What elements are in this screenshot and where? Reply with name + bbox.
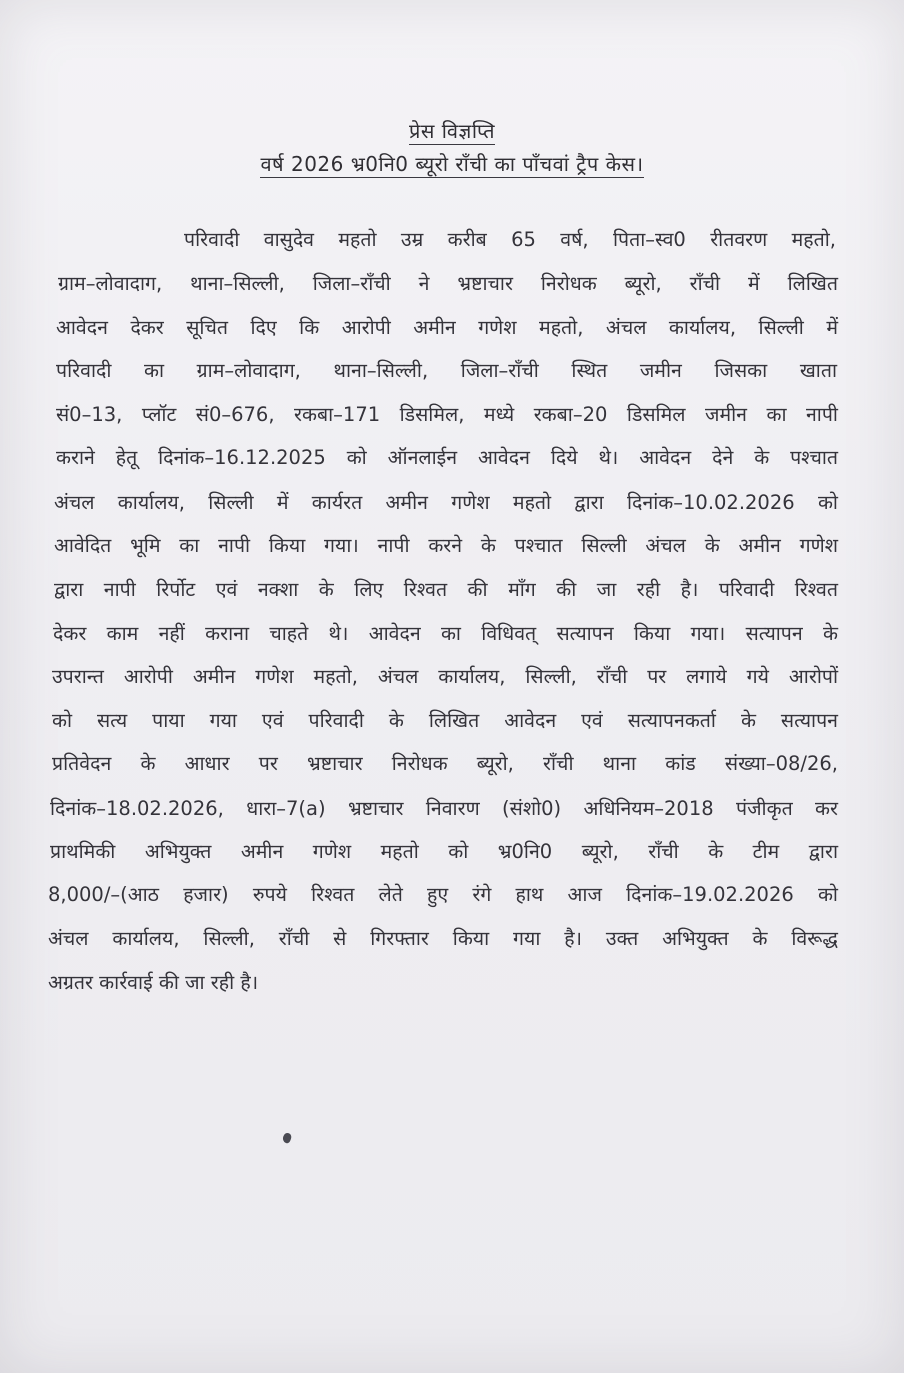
body-line: प्रतिवेदन के आधार पर भ्रष्टाचार निरोधक ब्यूरो, राँची थाना कांड संख्या–08/26, [52, 752, 838, 775]
body-line: कराने हेतू दिनांक–16.12.2025 को ऑनलाईन आवेदन दिये थे। आवेदन देने के पश्चात [56, 446, 838, 469]
body-line: उपरान्त आरोपी अमीन गणेश महतो, अंचल कार्यालय, सिल्ली, राँची पर लगाये गये आरोपों [52, 665, 838, 688]
body-line: देकर काम नहीं कराना चाहते थे। आवेदन का विधिवत् सत्यापन किया गया। सत्यापन के [53, 622, 838, 645]
document-subtitle-text: वर्ष 2026 भ्र0नि0 ब्यूरो राँची का पाँचवां ट्रैप केस। [260, 152, 644, 176]
body-line: अंचल कार्यालय, सिल्ली, राँची से गिरफ्तार किया गया है। उक्त अभियुक्त के विरूद्ध [48, 927, 838, 950]
body-line: आवेदन देकर सूचित दिए कि आरोपी अमीन गणेश महतो, अंचल कार्यालय, सिल्ली में [56, 316, 838, 339]
body-line: अंचल कार्यालय, सिल्ली में कार्यरत अमीन गणेश महतो द्वारा दिनांक–10.02.2026 को [54, 491, 838, 514]
body-line: 8,000/–(आठ हजार) रुपये रिश्वत लेते हुए रंगे हाथ आज दिनांक–19.02.2026 को [48, 883, 838, 906]
body-line: परिवादी वासुदेव महतो उम्र करीब 65 वर्ष, पिता–स्व0 रीतवरण महतो, [184, 228, 836, 251]
body-line: द्वारा नापी रिर्पोट एवं नक्शा के लिए रिश्वत की माँग की जा रही है। परिवादी रिश्वत [54, 578, 838, 601]
body-line: परिवादी का ग्राम–लोवादाग, थाना–सिल्ली, जिला–राँची स्थित जमीन जिसका खाता [56, 359, 837, 382]
body-line: सं0–13, प्लॉट सं0–676, रकबा–171 डिसमिल, मध्ये रकबा–20 डिसमिल जमीन का नापी [56, 403, 838, 426]
body-line: दिनांक–18.02.2026, धारा–7(a) भ्रष्टाचार निवारण (संशो0) अधिनियम–2018 पंजीकृत कर [50, 797, 838, 820]
body-line: अग्रतर कार्रवाई की जा रही है। [48, 971, 259, 994]
body-line: प्राथमिकी अभियुक्त अमीन गणेश महतो को भ्र0नि0 ब्यूरो, राँची के टीम द्वारा [50, 840, 838, 863]
body-line: को सत्य पाया गया एवं परिवादी के लिखित आवेदन एवं सत्यापनकर्ता के सत्यापन [52, 709, 838, 732]
document-title-text: प्रेस विज्ञप्ति [408, 119, 496, 143]
body-line: ग्राम–लोवादाग, थाना–सिल्ली, जिला–राँची ने भ्रष्टाचार निरोधक ब्यूरो, राँची में लिखित [58, 272, 838, 295]
body-line: आवेदित भूमि का नापी किया गया। नापी करने के पश्चात सिल्ली अंचल के अमीन गणेश [54, 534, 838, 557]
